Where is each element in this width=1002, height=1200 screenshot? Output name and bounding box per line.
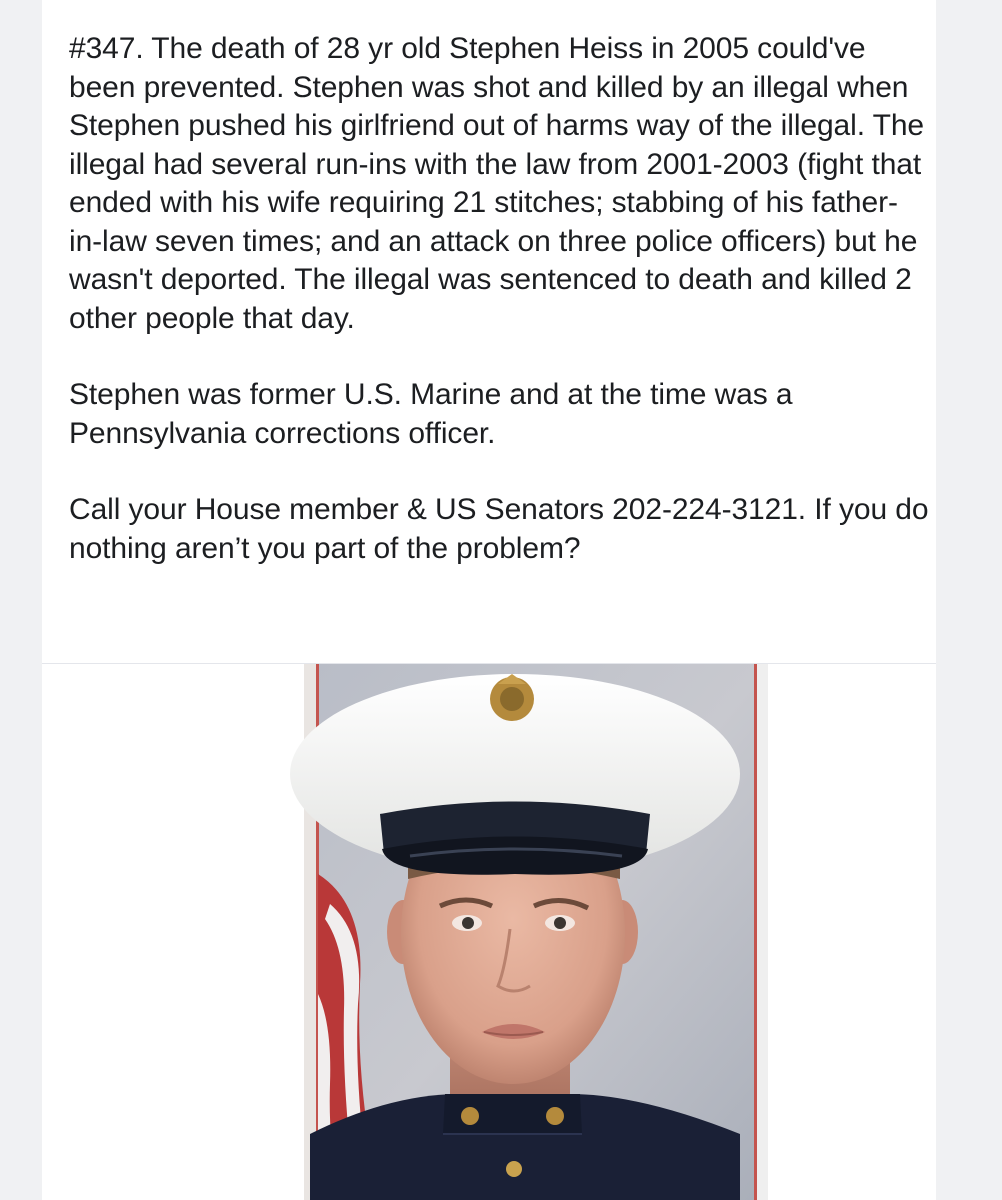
paragraph-spacer <box>69 338 929 376</box>
post-card <box>42 0 936 1200</box>
marine-portrait-illustration <box>270 664 768 1200</box>
post-paragraph-call-to-action: Call your House member & US Senators 202-224-3121. If you do nothing aren’t you part of the problem? <box>69 493 929 565</box>
post-paragraph-story: #347. The death of 28 yr old Stephen Heiss in 2005 could've been prevented. Stephen was shot and killed by an illegal when Stephen pushed his girlfriend out of harms way of the illegal. The illegal had several run-ins with the law from 2001-2003 (fight that ended with his wife requiring 21 stitches; stabbing of his father-in-law seven times; and an attack on three police officers) but he wasn't deported. The illegal was sentenced to death and killed 2 other people that day. <box>69 32 925 335</box>
paragraph-spacer <box>69 453 929 491</box>
post-body-text <box>69 30 929 568</box>
marine-portrait-photo[interactable] <box>270 664 768 1200</box>
post-paragraph-background: Stephen was former U.S. Marine and at the time was a Pennsylvania corrections officer. <box>69 378 793 450</box>
uniform-button <box>506 1161 522 1177</box>
